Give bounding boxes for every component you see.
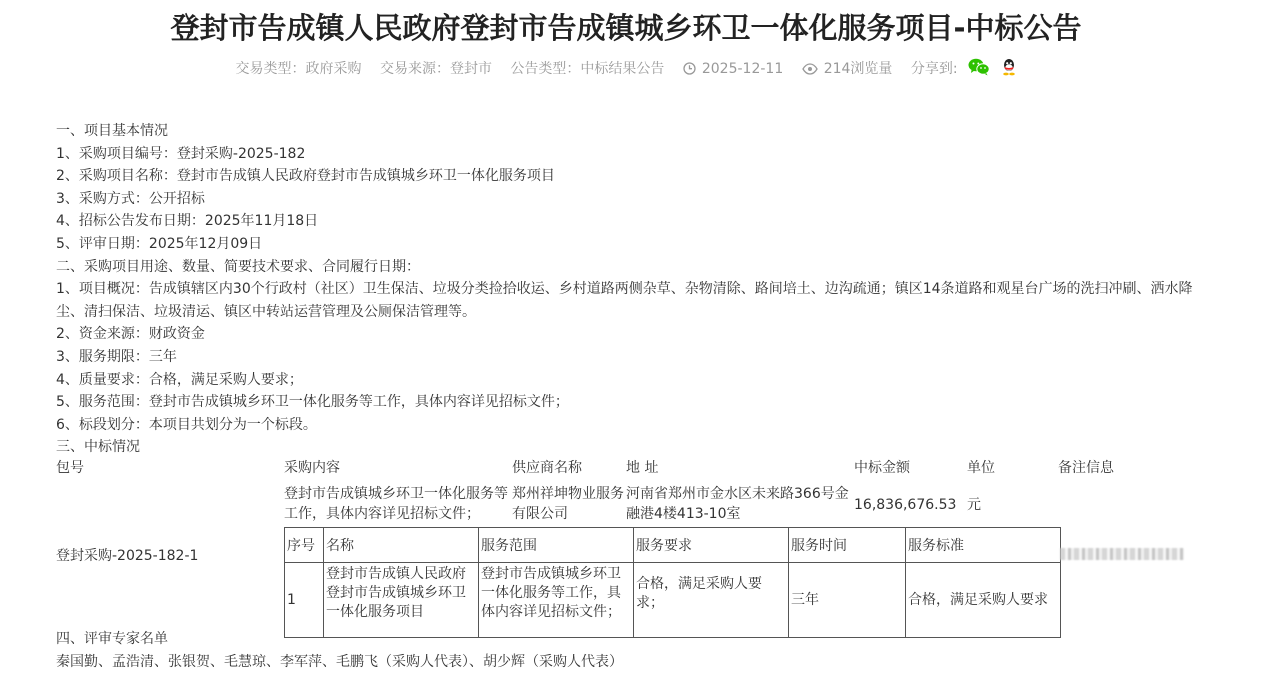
service-period: 3、服务期限：三年 — [56, 348, 177, 365]
page-title: 登封市告成镇人民政府登封市告成镇城乡环卫一体化服务项目-中标公告 — [170, 11, 1082, 45]
wechat-icon[interactable] — [968, 58, 990, 80]
cell-content: 登封市告成镇城乡环卫一体化服务等工作，具体内容详见招标文件； — [284, 486, 508, 522]
td-standard: 合格，满足采购人要求 — [906, 563, 1061, 638]
section-heading: 四、评审专家名单 — [56, 631, 168, 647]
col-content: 采购内容 — [284, 460, 340, 476]
col-address: 地 址 — [626, 460, 659, 476]
views-text: 214浏览量 — [823, 61, 893, 77]
cell-package: 登封采购-2025-182-1 — [56, 548, 199, 564]
publish-date — [683, 61, 783, 77]
experts-section — [56, 628, 623, 673]
procurement-method: 3、采购方式：公开招标 — [56, 190, 205, 207]
table-row — [285, 563, 1061, 638]
cell-supplier: 郑州祥坤物业服务有限公司 — [512, 486, 624, 522]
section-heading: 二、采购项目用途、数量、简要技术要求、合同履行日期： — [56, 258, 420, 275]
trade-type: 交易类型：政府采购 — [235, 61, 362, 77]
col-amount: 中标金额 — [854, 460, 910, 476]
detail-table — [284, 527, 1061, 638]
redacted-remark — [1060, 548, 1184, 560]
clock-icon — [683, 62, 696, 79]
share-label: 分享到: — [910, 61, 958, 77]
qq-icon[interactable] — [1001, 58, 1017, 80]
project-number: 1、采购项目编号：登封采购-2025-182 — [56, 145, 306, 162]
th-requirement: 服务要求 — [634, 528, 789, 563]
col-supplier: 供应商名称 — [512, 460, 582, 476]
notice-body — [56, 120, 1206, 459]
project-overview: 1、项目概况：告成镇辖区内30个行政村（社区）卫生保洁、垃圾分类捡拾收运、乡村道路两侧杂草、杂物清除、路间培土、边沟疏通；镇区14条道路和观星台广场的洗扫冲刷、洒水降尘、清扫保洁、垃圾清运、镇区中转站运营管理及公厕保洁管理等。 — [56, 281, 1193, 320]
section-heading: 三、中标情况 — [56, 439, 140, 456]
expert-list: 秦国勤、孟浩清、张银贺、毛慧琼、李军萍、毛鹏飞（采购人代表）、胡少辉（采购人代表） — [56, 653, 623, 670]
td-index: 1 — [285, 563, 324, 638]
table-header-row — [285, 528, 1061, 563]
service-scope: 5、服务范围：登封市告成镇城乡环卫一体化服务等工作，具体内容详见招标文件； — [56, 394, 569, 411]
td-time: 三年 — [789, 563, 906, 638]
col-package: 包号 — [56, 460, 84, 476]
date-text: 2025-12-11 — [701, 61, 784, 77]
cell-unit: 元 — [967, 497, 981, 513]
trade-source: 交易来源：登封市 — [379, 61, 492, 77]
td-requirement: 合格，满足采购人要求； — [634, 563, 789, 638]
project-name: 2、采购项目名称：登封市告成镇人民政府登封市告成镇城乡环卫一体化服务项目 — [56, 168, 555, 185]
notice-type: 公告类型：中标结果公告 — [510, 61, 665, 77]
section-heading: 一、项目基本情况 — [56, 123, 168, 139]
cell-amount: 16,836,676.53 — [854, 497, 957, 513]
cell-address: 河南省郑州市金水区未来路366号金融港4楼413-10室 — [626, 486, 849, 522]
meta-bar — [0, 58, 1252, 80]
tender-publish-date: 4、招标公告发布日期：2025年11月18日 — [56, 213, 319, 230]
eye-icon — [802, 63, 818, 79]
th-scope: 服务范围 — [479, 528, 634, 563]
quality-requirement: 4、质量要求：合格，满足采购人要求； — [56, 371, 303, 388]
th-time: 服务时间 — [789, 528, 906, 563]
th-standard: 服务标准 — [906, 528, 1061, 563]
col-remark: 备注信息 — [1058, 460, 1114, 476]
fund-source: 2、资金来源：财政资金 — [56, 326, 205, 343]
lot-division: 6、标段划分：本项目共划分为一个标段。 — [56, 416, 317, 433]
th-index: 序号 — [285, 528, 324, 563]
col-unit: 单位 — [967, 460, 995, 476]
share-area — [911, 61, 1017, 77]
review-date: 5、评审日期：2025年12月09日 — [56, 235, 263, 252]
view-count — [802, 61, 893, 77]
th-name: 名称 — [324, 528, 479, 563]
td-scope: 登封市告成镇城乡环卫一体化服务等工作，具体内容详见招标文件； — [479, 563, 634, 638]
td-name: 登封市告成镇人民政府登封市告成镇城乡环卫一体化服务项目 — [324, 563, 479, 638]
